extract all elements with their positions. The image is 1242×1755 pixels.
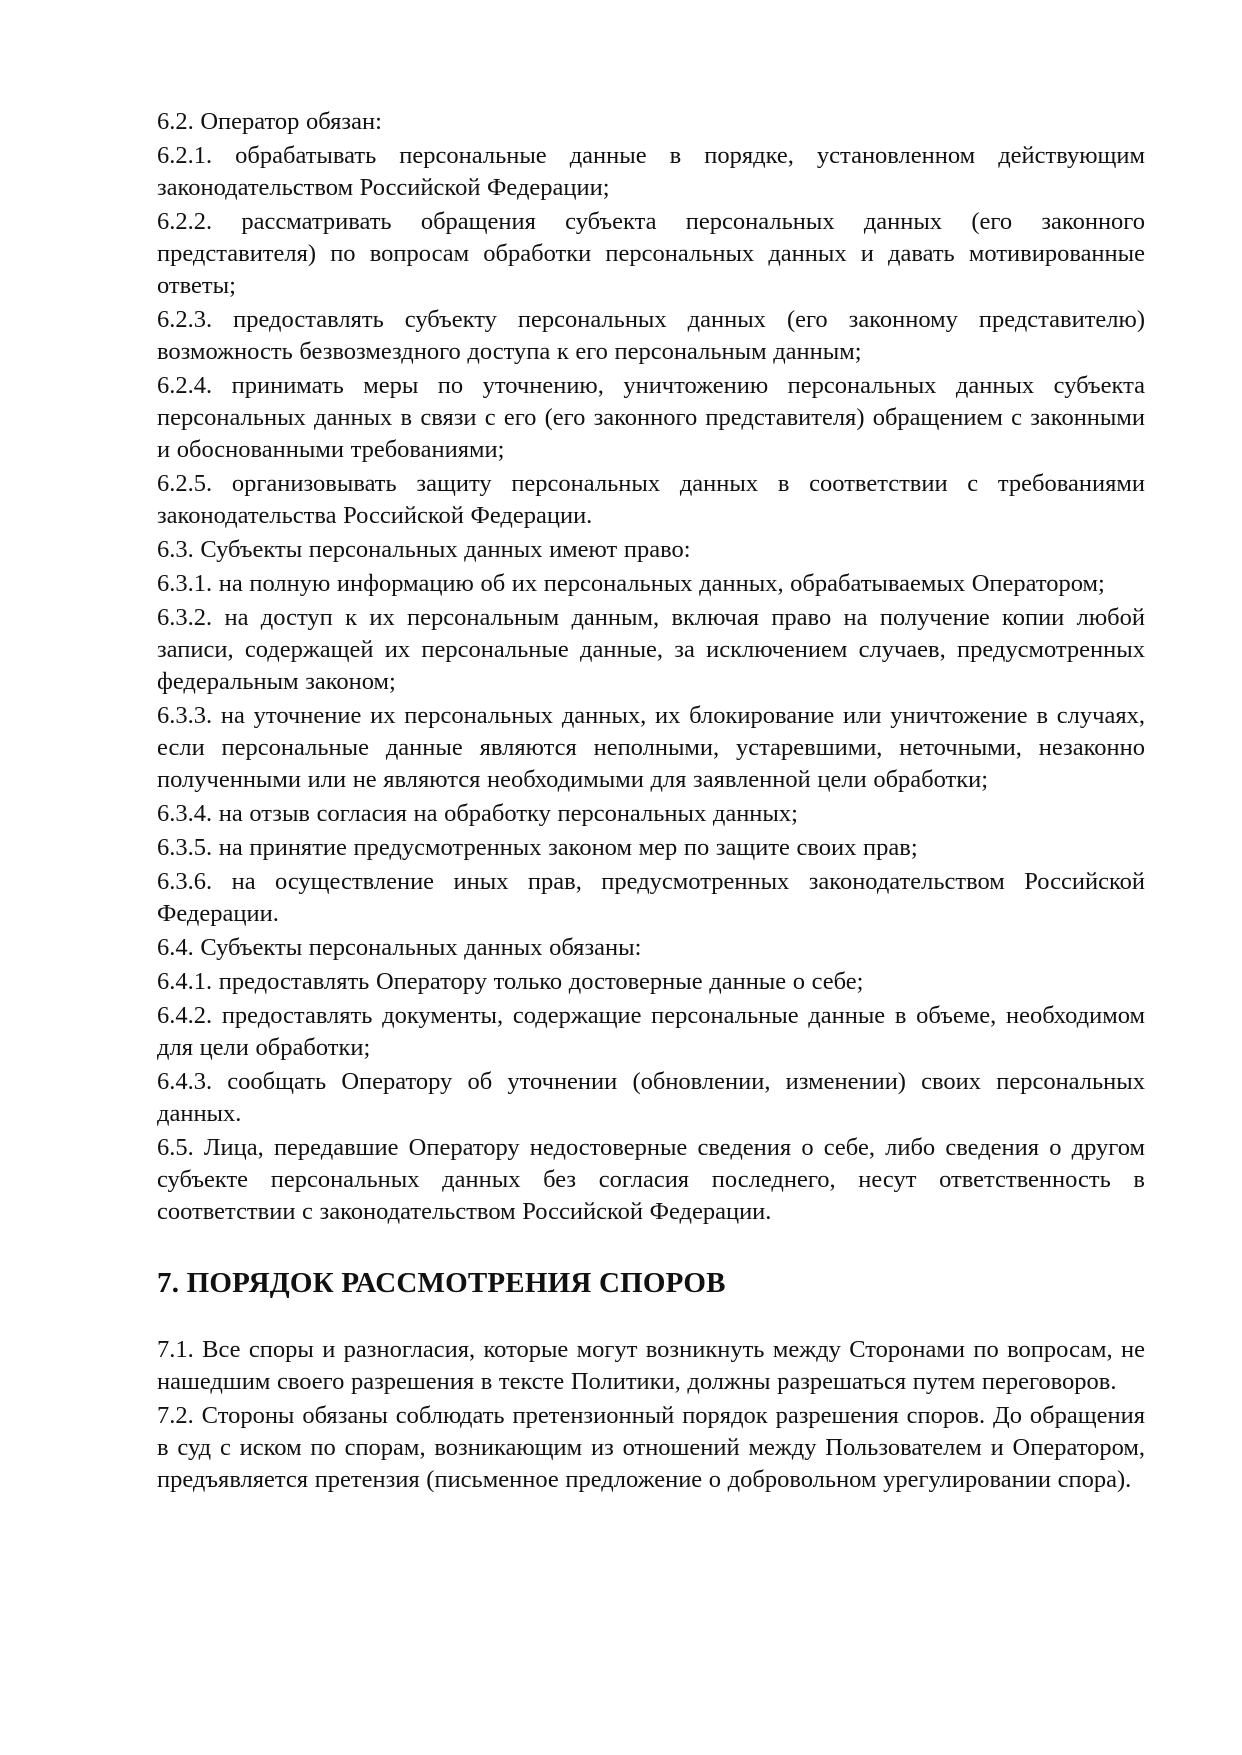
paragraph-6-3: 6.3. Субъекты персональных данных имеют право: [157, 536, 691, 563]
paragraph-6-3-5: 6.3.5. на принятие предусмотренных законом мер по защите своих прав; [157, 834, 918, 861]
paragraph-6-2-1: 6.2.1. обрабатывать персональные данные в порядке, установленном действующим законодательством Российской Федерации; [157, 142, 1145, 201]
paragraph-6-4-1: 6.4.1. предоставлять Оператору только достоверные данные о себе; [157, 968, 864, 995]
paragraph-6-3-3: 6.3.3. на уточнение их персональных данных, их блокирование или уничтожение в случаях, если персональные данные являются неполными, устаревшими, неточными, незаконно полученными или не являются необходимыми для заявленной цели обработки; [157, 702, 1145, 793]
paragraph-6-3-1: 6.3.1. на полную информацию об их персональных данных, обрабатываемых Оператором; [157, 570, 1105, 597]
paragraph-6-4-3: 6.4.3. сообщать Оператору об уточнении (обновлении, изменении) своих персональных данных. [157, 1068, 1145, 1127]
section-7-heading: 7. ПОРЯДОК РАССМОТРЕНИЯ СПОРОВ [157, 1267, 726, 1299]
paragraph-6-2: 6.2. Оператор обязан: [157, 108, 382, 135]
paragraph-6-2-4: 6.2.4. принимать меры по уточнению, уничтожению персональных данных субъекта персональных данных в связи с его (его законного представителя) обращением с законными и обоснованными требованиями; [157, 372, 1145, 463]
paragraph-6-2-2: 6.2.2. рассматривать обращения субъекта персональных данных (его законного представителя) по вопросам обработки персональных данных и давать мотивированные ответы; [157, 208, 1145, 299]
paragraph-6-4-2: 6.4.2. предоставлять документы, содержащие персональные данные в объеме, необходимом для цели обработки; [157, 1002, 1145, 1061]
paragraph-6-2-3: 6.2.3. предоставлять субъекту персональных данных (его законному представителю) возможность безвозмездного доступа к его персональным данным; [157, 306, 1145, 365]
paragraph-6-4: 6.4. Субъекты персональных данных обязаны: [157, 934, 642, 961]
paragraph-6-3-4: 6.3.4. на отзыв согласия на обработку персональных данных; [157, 800, 798, 827]
paragraph-6-3-6: 6.3.6. на осуществление иных прав, предусмотренных законодательством Российской Федерации. [157, 868, 1145, 927]
paragraph-6-3-2: 6.3.2. на доступ к их персональным данным, включая право на получение копии любой записи, содержащей их персональные данные, за исключением случаев, предусмотренных федеральным законом; [157, 604, 1145, 695]
paragraph-7-1: 7.1. Все споры и разногласия, которые могут возникнуть между Сторонами по вопросам, не нашедшим своего разрешения в тексте Политики, должны разрешаться путем переговоров. [157, 1336, 1145, 1395]
paragraph-6-5: 6.5. Лица, передавшие Оператору недостоверные сведения о себе, либо сведения о другом субъекте персональных данных без согласия последнего, несут ответственность в соответствии с законодательством Российской Федерации. [157, 1134, 1145, 1225]
paragraph-7-2: 7.2. Стороны обязаны соблюдать претензионный порядок разрешения споров. До обращения в суд с иском по спорам, возникающим из отношений между Пользователем и Оператором, предъявляется претензия (письменное предложение о добровольном урегулировании спора). [157, 1402, 1145, 1493]
document-body [157, 106, 1145, 1496]
paragraph-6-2-5: 6.2.5. организовывать защиту персональных данных в соответствии с требованиями законодательства Российской Федерации. [157, 470, 1145, 529]
